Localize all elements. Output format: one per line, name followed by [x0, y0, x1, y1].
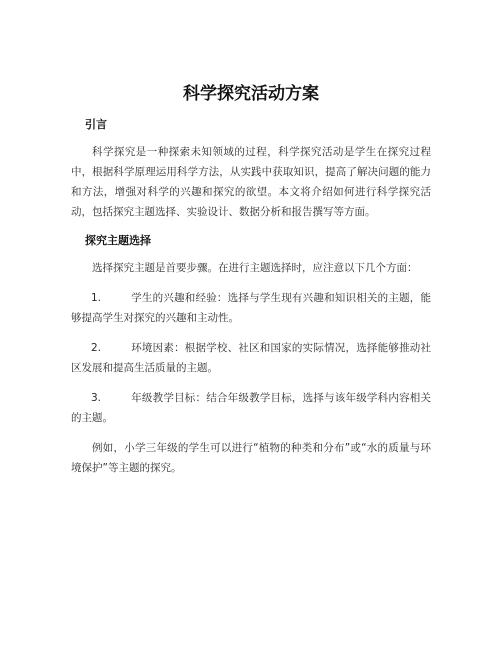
section-heading-introduction: 引言: [85, 118, 107, 131]
example-paragraph: 例如，小学三年级的学生可以进行“植物的种类和分布”或“水的质量与环境保护”等主题的探究。: [71, 442, 431, 474]
list-item-text: 环境因素：根据学校、社区和国家的实际情况，选择能够推动社区发展和提高生活质量的主题。: [71, 342, 431, 374]
list-item: [71, 388, 431, 428]
list-item-text: 学生的兴趣和经验：选择与学生现有兴趣和知识相关的主题，能够提高学生对探究的兴趣和主动性。: [71, 292, 431, 324]
list-item-number: 2.: [91, 342, 102, 354]
introduction-paragraph: 科学探究是一种探索未知领域的过程，科学探究活动是学生在探究过程中，根据科学原理运用科学方法，从实践中获取知识，提高了解决问题的能力和方法，增强对科学的兴趣和探究的欲望。本文将介绍如何进行科学探究活动，包括探究主题选择、实验设计、数据分析和报告撰写等方面。: [71, 146, 431, 218]
document-title: 科学探究活动方案: [183, 84, 319, 104]
list-item: [71, 288, 431, 328]
topic-selection-intro: 选择探究主题是首要步骤。在进行主题选择时，应注意以下几个方面：: [92, 262, 418, 274]
list-item-number: 1.: [91, 292, 102, 304]
section-heading-topic-selection: 探究主题选择: [85, 234, 151, 247]
list-item-number: 3.: [91, 392, 102, 404]
list-item-text: 年级教学目标：结合年级教学目标，选择与该年级学科内容相关的主题。: [71, 392, 431, 424]
list-item: [71, 338, 431, 378]
